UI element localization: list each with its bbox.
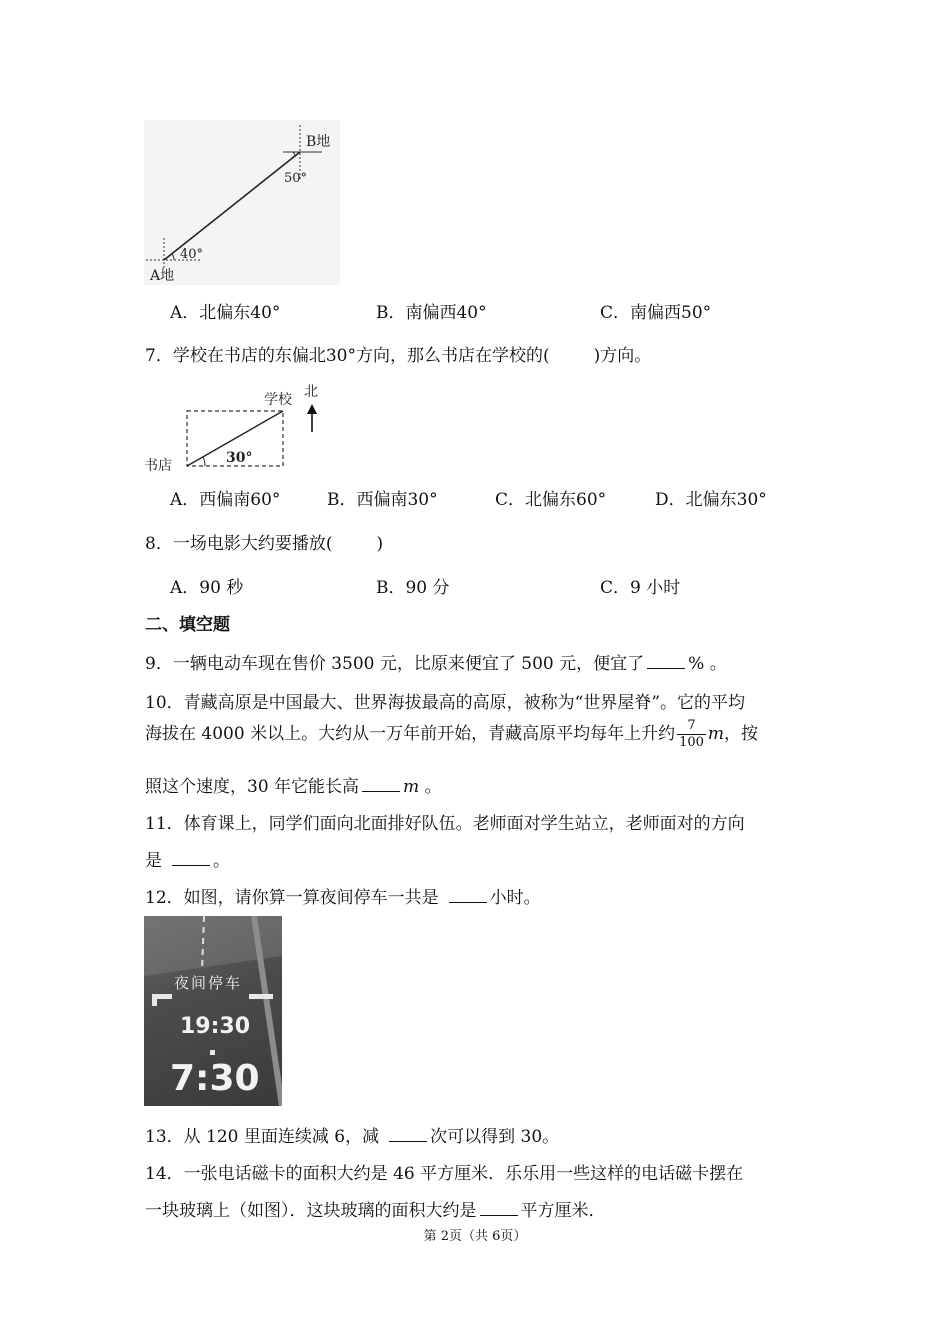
- page-footer: 第 2页（共 6页）: [423, 1229, 527, 1244]
- q10-line1: 10．青藏高原是中国最大、世界海拔最高的高原，被称为“世界屋脊”。它的平均: [145, 693, 746, 713]
- q11-line2-after: 。: [213, 851, 230, 871]
- q10-answer-blank[interactable]: [362, 777, 400, 792]
- photo-start-time: 19:30: [180, 1014, 251, 1039]
- q9-answer-blank[interactable]: [647, 654, 685, 669]
- q10-line3-after: 。: [424, 777, 442, 797]
- fraction-numerator: 7: [677, 718, 706, 735]
- q8-text-after: ): [376, 534, 384, 554]
- q6-option-a[interactable]: A．北偏东40°: [170, 303, 281, 323]
- angle-30-arc: [203, 457, 205, 466]
- separator-dot: [210, 1050, 215, 1055]
- q7-question: [145, 341, 651, 366]
- q10-unit-2: m: [403, 777, 420, 797]
- q12-text-before: 12．如图，请你算一算夜间停车一共是: [145, 888, 439, 908]
- q7-option-a[interactable]: A．西偏南60°: [170, 490, 281, 510]
- q6-option-c[interactable]: C．南偏西50°: [600, 303, 712, 323]
- q8-option-b[interactable]: B．90 分: [376, 578, 450, 598]
- section-title: 二、填空题: [145, 615, 230, 635]
- angle-b-label: 50°: [284, 171, 308, 186]
- q13-question: [145, 1122, 559, 1147]
- q12-question: [145, 883, 541, 908]
- q10-line2-before: 海拔在 4000 米以上。大约从一万年前开始，青藏高原平均每年上升约: [145, 724, 676, 744]
- q10-line3: [145, 772, 442, 797]
- q9-question: [145, 649, 727, 674]
- q10-unit-1: m: [707, 724, 725, 744]
- angle-a-label: 40°: [180, 247, 204, 262]
- photo-sign-text: 夜间停车: [174, 974, 243, 992]
- bookstore-label: 书店: [144, 458, 172, 474]
- q10-fraction: [677, 718, 706, 751]
- q7-option-b[interactable]: B．西偏南30°: [327, 490, 438, 510]
- label-a: A地: [150, 268, 175, 284]
- q7-text-after: )方向。: [593, 346, 652, 366]
- q8-option-c[interactable]: C．9 小时: [600, 578, 681, 598]
- label-b: B地: [306, 134, 331, 150]
- q9-text-before: 9．一辆电动车现在售价 3500 元，比原来便宜了 500 元，便宜了: [145, 654, 645, 674]
- direction-figure-a-b: [140, 120, 360, 290]
- fraction-denominator: 100: [679, 735, 704, 750]
- q12-text-after: 小时。: [489, 888, 541, 908]
- q13-answer-blank[interactable]: [389, 1127, 427, 1142]
- q14-line2-before: 一块玻璃上（如图）．这块玻璃的面积大约是: [145, 1201, 477, 1221]
- q7-text-before: 7．学校在书店的东偏北30°方向，那么书店在学校的(: [145, 346, 550, 366]
- q13-text-after: 次可以得到 30。: [430, 1127, 560, 1147]
- north-label: 北: [304, 384, 318, 400]
- q14-answer-blank[interactable]: [480, 1201, 518, 1216]
- parking-bracket-right: [249, 994, 273, 999]
- q7-option-d[interactable]: D．北偏东30°: [655, 490, 767, 510]
- q10-line2: [145, 718, 758, 751]
- q11-line2-before: 是: [145, 851, 162, 871]
- q8-question: [145, 529, 383, 554]
- angle-30-label: 30°: [226, 450, 253, 466]
- night-parking-photo: [144, 916, 282, 1106]
- north-arrow-icon: [307, 404, 317, 414]
- q11-answer-blank[interactable]: [172, 851, 210, 866]
- school-bookstore-figure: [140, 380, 340, 475]
- q10-line2-after: ，按: [724, 724, 759, 744]
- q14-line1: 14．一张电话磁卡的面积大约是 46 平方厘米．乐乐用一些这样的电话磁卡摆在: [145, 1164, 744, 1184]
- q10-line3-before: 照这个速度，30 年它能长高: [145, 777, 360, 797]
- q11-line2: [145, 846, 230, 871]
- school-label: 学校: [264, 392, 292, 408]
- q6-option-b[interactable]: B．南偏西40°: [376, 303, 487, 323]
- q8-option-a[interactable]: A．90 秒: [170, 578, 244, 598]
- q9-text-after: % 。: [688, 654, 727, 674]
- q7-option-c[interactable]: C．北偏东60°: [495, 490, 607, 510]
- q13-text-before: 13．从 120 里面连续减 6，减: [145, 1127, 380, 1147]
- q12-answer-blank[interactable]: [449, 888, 487, 903]
- q8-text-before: 8．一场电影大约要播放(: [145, 534, 333, 554]
- parking-bracket-left-stem: [152, 994, 157, 1006]
- photo-end-time: 7:30: [170, 1058, 260, 1099]
- q14-line2-after: 平方厘米．: [520, 1201, 606, 1221]
- q14-line2: [145, 1196, 606, 1221]
- q11-line1: 11．体育课上，同学们面向北面排好队伍。老师面对学生站立，老师面对的方向: [145, 814, 745, 834]
